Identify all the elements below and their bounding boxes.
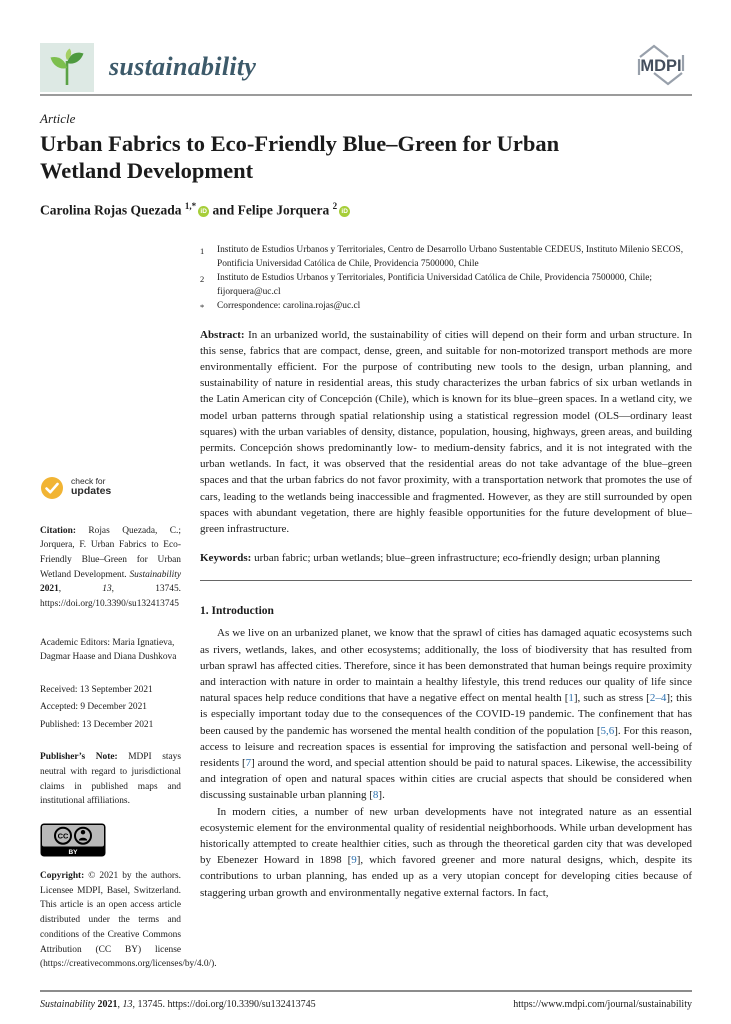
affiliation-marker: 2 xyxy=(200,273,205,284)
plant-icon xyxy=(47,47,87,87)
mdpi-logo xyxy=(630,42,692,93)
page-footer xyxy=(40,990,692,1010)
footer-citation: Sustainability 2021, 13, 13745. https://doi.org/10.3390/su132413745 xyxy=(40,999,316,1010)
affiliation-marker: * xyxy=(200,301,205,312)
citation-ref-link[interactable]: 8 xyxy=(372,789,379,802)
check-for-updates-label: check for updates xyxy=(71,476,112,498)
received-date: Received: 13 September 2021 xyxy=(40,685,153,696)
page-header xyxy=(40,42,692,92)
superscript: 2 xyxy=(332,201,338,211)
authors-line: Carolina Rojas Quezada $^{1,*}$ iD and Felipe Jorquera $^2$ iD xyxy=(40,201,731,219)
header-divider xyxy=(40,94,692,96)
superscript: 1,* xyxy=(184,201,197,211)
keywords: Keywords: urban fabric; urban wetlands; blue–green infrastructure; eco-friendly design; urban planning xyxy=(200,552,661,565)
copyright-statement: Copyright: © 2021 by the authors. Licensee MDPI, Basel, Switzerland. This article is an open access article distributed under the terms and conditions of the Creative Commons Attribution (CC BY) license (https://creativecommons.org/licenses/by/4.0/). xyxy=(40,871,217,970)
italic-text: 13 xyxy=(122,999,133,1010)
section-heading-introduction: 1. Introduction xyxy=(200,605,274,618)
affiliation-text: Instituto de Estudios Urbanos y Territoriales, Centro de Desarrollo Urbano Sustentable CEDEUS, Instituto Milenio SECOS, Pontificia Universidad Católica de Chile, Providencia 7500000, Chile xyxy=(217,244,684,269)
orcid-icon[interactable]: iD xyxy=(198,206,209,217)
affiliation-row xyxy=(200,271,692,299)
left-sidebar xyxy=(40,243,217,972)
bold-text: Citation: xyxy=(40,525,89,536)
affiliation-text: Instituto de Estudios Urbanos y Territoriales, Pontificia Universidad Católica de Chile, Providencia 7500000, Chile; fijorquera@uc.cl xyxy=(217,272,653,297)
footer-journal-url[interactable]: https://www.mdpi.com/journal/sustainability xyxy=(513,999,692,1010)
citation-ref-link[interactable]: 5,6 xyxy=(600,724,615,737)
svg-text:BY: BY xyxy=(68,849,78,857)
citation-ref-link[interactable]: 7 xyxy=(245,756,252,769)
bold-text: Keywords: xyxy=(200,552,255,565)
footer-divider xyxy=(40,990,692,992)
cc-by-license-badge[interactable] xyxy=(40,823,106,857)
abstract: Abstract: In an urbanized world, the sustainability of cities will depend on their form and urban structure. In this sense, fabrics that are compact, dense, green, and suitable for non-motorized transport methods are more environmentally efficient. For the purpose of contributing new tools to the design, urban planning, and sustainability of nature in residential areas, this study characterizes the urban fabrics of six urban wetlands in the Latin American city of Concepción (Chile), which is known for its blue–green spaces. In a wetland city, we model urban patterns through spatial relationship using a statistical regression model (OLS—ordinary least squares) with the urban variables of density, distance, population, housing, highways, green areas, and building permits. Concepción shows predominantly low- to medium-density fabrics, and it is not integrated with the urban wetlands. In fact, it was observed that the residential areas do not take advantage of the blue–green spaces and that the urban fabrics do not favor proximity, with a transportation network that promotes the use of cars, leading to the wetlands being inaccessible and fragmented. However, as they are still surrounded by open spaces with abundant vegetation, there are highly feasible opportunities for the future development of blue–green infrastructure. xyxy=(200,328,692,535)
academic-editors: Academic Editors: Maria Ignatieva, Dagmar Haase and Diana Dushkova xyxy=(40,637,177,663)
accepted-date: Accepted: 9 December 2021 xyxy=(40,702,147,713)
bold-text: Abstract: xyxy=(200,328,249,341)
intro-paragraph-1: As we live on an urbanized planet, we know that the sprawl of cities has damaged aquatic ecosystems such as rivers, wetlands, lakes, and other ecosystems; additionally, the loss of biodiversity that has resulted from urban sprawl has affected cities. Therefore, since it has been demonstrated that human beings require proximity and interaction with nature in order to maintain a healthy lifestyle, this trend reduces our quality of life since natural spaces help reduce conditions that have a negative effect on mental health [1], such as stress [2–4]; this is especially important today due to the consequences of the COVID-19 pandemic. The confinement that has been caused by the pandemic has worsened the mental health condition of the population [5,6]. For this reason, access to leisure and recreation spaces is essential for improving the satisfaction and personal well-being of residents [7] around the word, and special attention should be paid to natural spaces. Likewise, the accessibility and integration of open and natural spaces within cities are crucial aspects that should be considered when discussing sustainable urban planning [8]. xyxy=(200,627,692,802)
check-circle-icon xyxy=(40,476,64,500)
citation-ref-link[interactable]: 2–4 xyxy=(649,692,667,705)
sustainability-logo xyxy=(40,43,94,92)
keywords-divider xyxy=(200,580,692,581)
correspondence-text: Correspondence: carolina.rojas@uc.cl xyxy=(217,300,361,311)
published-date: Published: 13 December 2021 xyxy=(40,719,154,730)
page-title: Urban Fabrics to Eco-Friendly Blue–Green for Urban Wetland Development xyxy=(40,131,560,183)
mdpi-hexagon-icon xyxy=(630,42,692,88)
article-type-label: Article xyxy=(40,111,76,126)
bold-text: Publisher’s Note: xyxy=(40,752,129,763)
svg-text:CC: CC xyxy=(57,831,69,841)
affiliation-row xyxy=(200,299,692,314)
publishers-note: Publisher’s Note: MDPI stays neutral with regard to jurisdictional claims in published maps and institutional affiliations. xyxy=(40,752,181,807)
affiliations-block xyxy=(200,243,692,314)
bold-text: 2021 xyxy=(97,999,118,1010)
affiliation-row xyxy=(200,243,692,271)
svg-text:MDPI: MDPI xyxy=(640,56,682,75)
italic-text: 13 xyxy=(102,584,112,595)
citation-ref-link[interactable]: 1 xyxy=(568,692,574,705)
journal-name: sustainability xyxy=(109,52,257,81)
italic-text: Sustainability xyxy=(129,569,181,580)
bold-text: Copyright: xyxy=(40,871,89,882)
check-for-updates-badge[interactable] xyxy=(40,468,137,508)
main-column xyxy=(200,243,692,901)
orcid-icon[interactable]: iD xyxy=(339,206,350,217)
intro-paragraph-2: In modern cities, a number of new urban developments have not integrated nature as an essential ecosystemic element for the environmental quality of residential neighborhoods. While urban development has historically attempted to create healthier cities, such as through the theoretical garden city that was developed by Ebenezer Howard in 1898 [9], which favored greener and more natural designs, which, despite its contributions to urban planning, has ended up as a very utopian concept for developing cities because of staggering urban growth and environmentally negative external factors. In fact, xyxy=(200,805,692,899)
content-columns xyxy=(40,243,692,972)
citation-ref-link[interactable]: 9 xyxy=(351,854,357,867)
footer-row xyxy=(40,999,692,1010)
citation-block: Citation: Rojas Quezada, C.; Jorquera, F. Urban Fabrics to Eco-Friendly Blue–Green for Urban Wetland Development. Sustainability 2021, 13, 13745. https://doi.org/10.3390/su132413745 xyxy=(40,525,181,610)
italic-text: Sustainability xyxy=(40,999,98,1010)
affiliation-marker: 1 xyxy=(200,245,205,256)
bold-text: 2021 xyxy=(40,584,59,595)
